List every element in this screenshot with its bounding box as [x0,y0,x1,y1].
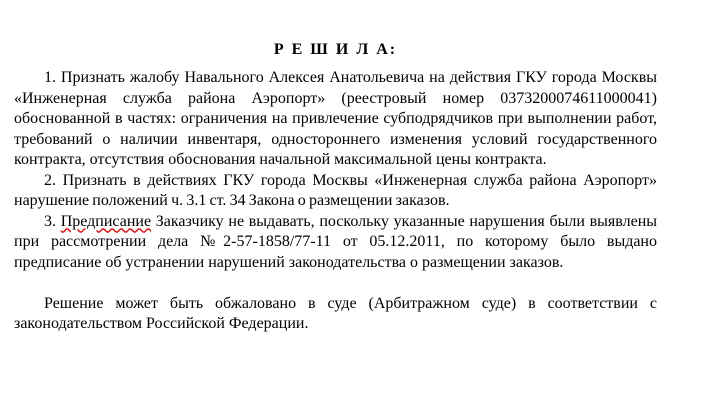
decision-item-2: 2. Признать в действиях ГКУ города Москвы «Инженерная служба района Аэропорт» нарушение положений ч. 3.1 ст. 34 Закона о размещении заказов. [14,171,657,209]
decision-item-3-prefix: 3. [44,212,61,230]
decision-item-1: 1. Признать жалобу Навального Алексея Анатольевича на действия ГКУ города Москвы «Инженерная служба района Аэропорт» (реестровый номер 0373200074611000041) обоснованной в частях: ограничения на привлечение субподрядчиков при выполнении работ, требований о наличии инвентаря, одностороннего изменения условий государственного контракта, отсутствия обоснования начальной максимальной цены контракта. [14,69,657,168]
document-body [14,36,657,335]
paragraph-spacer [14,273,657,294]
decision-item-3-text: Заказчику не выдавать, поскольку указанные нарушения были выявлены при рассмотрении дела №2-57-1858/77-11 от 05.12.2011, по которому было выдано предписание об устранении нарушений законодательства о размещении заказов. [14,212,658,271]
decision-heading: Р Е Ш И Л А: [273,41,398,58]
spellcheck-marked-word: Предписание [60,212,152,230]
appeal-notice: Решение может быть обжаловано в суде (Арбитражном суде) в соответствии с законодательством Российской Федерации. [14,294,657,332]
decision-item-3 [14,212,657,274]
